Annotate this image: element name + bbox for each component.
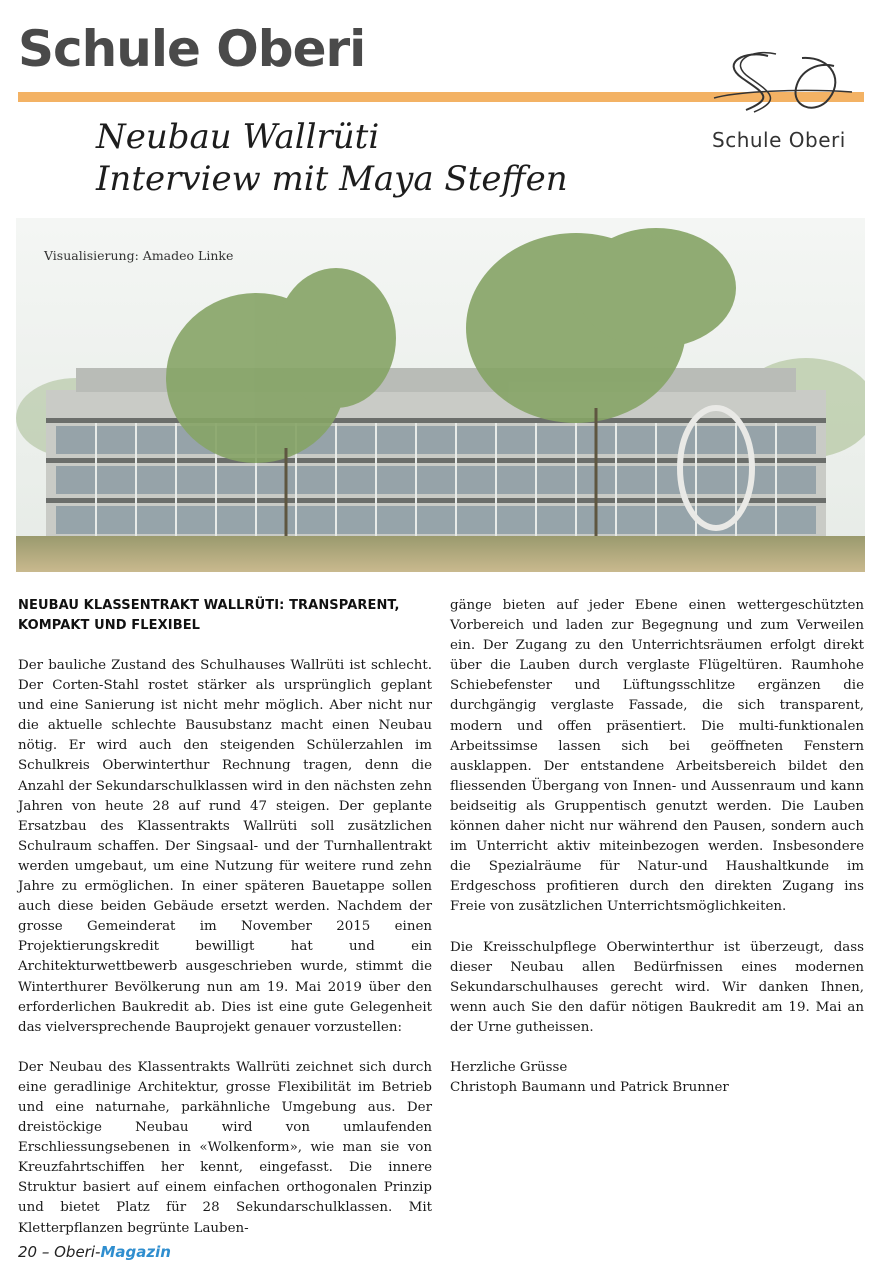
article-headline	[96, 116, 568, 200]
photo-credit: Visualisierung: Amadeo Linke	[44, 248, 234, 263]
building-visualization	[16, 218, 865, 572]
article-heading: NEUBAU KLASSENTRAKT WALLRÜTI: TRANSPARENT, KOMPAKT UND FLEXIBEL	[18, 598, 400, 633]
article-paragraph-2-start: Der Neubau des Klassentrakts Wallrüti zeichnet sich durch eine geradlinige Architektur, grosse Flexibilität im Betrieb und eine naturnahe, parkähnliche Umgebung aus. Der dreistöckige Neubau wird von umlaufenden Erschliessungsebenen in «Wolkenform», wie man sie von Kreuzfahrtschiffen her kennt, eingefasst. Die innere Struktur basiert auf einem einfachen orthogonalen Prinzip und bietet Platz für 28 Sekundarschulklassen. Mit Kletterpflanzen begrünte Lauben-	[18, 1059, 432, 1236]
headline-line-2: Interview mit Maya Steffen	[96, 159, 568, 199]
article-paragraph-3: Die Kreisschulpflege Oberwinterthur ist überzeugt, dass dieser Neubau allen Bedürfnissen eines modernen Sekundarschulhauses gerecht wird. Wir danken Ihnen, wenn auch Sie den dafür nötigen Baukredit am 19. Mai an der Urne gutheissen.	[450, 939, 864, 1035]
closing-greeting: Herzliche Grüsse	[450, 1059, 568, 1075]
page-number-label: 20 – Oberi-	[18, 1243, 101, 1261]
headline-line-1: Neubau Wallrüti	[96, 117, 380, 157]
article-paragraph-2-continued: gänge bieten auf jeder Ebene einen wettergeschützten Vorbereich und laden zur Begegnung und zum Verweilen ein. Der Zugang zu den Unterrichtsräumen erfolgt direkt über die Lauben durch verglaste Flügeltüren. Raumhohe Schiebefenster und Lüftungsschlitze ergänzen die durchgängig verglaste Fassade, die sich transparent, modern und offen präsentiert. Die multi-funktionalen Arbeitssimse lassen sich bei geöffneten Fenstern ausklappen. Der entstandene Arbeitsbereich bildet den fliessenden Übergang von Innen- und Aussenraum und kann beidseitig als Gruppentisch genutzt werden. Die Lauben können daher nicht nur während den Pausen, sondern auch im Unterricht aktiv miteinbezogen werden. Insbesondere die Spezialräume für Natur-und Haushaltkunde im Erdgeschoss profitieren durch den direkten Zugang ins Freie von zusätzlichen Unterrichtsmöglichkeiten.	[450, 598, 864, 915]
magazine-label: Magazin	[100, 1243, 171, 1261]
building-illustration	[16, 218, 865, 572]
article-column-left	[18, 596, 432, 1259]
school-logo-icon	[706, 48, 856, 128]
masthead-title: Schule Oberi	[18, 20, 366, 78]
page-footer	[18, 1243, 171, 1261]
logo-wordmark: Schule Oberi	[712, 128, 846, 152]
article-column-right	[450, 596, 864, 1098]
signature: Christoph Baumann und Patrick Brunner	[450, 1080, 729, 1096]
article-paragraph-1: Der bauliche Zustand des Schulhauses Wallrüti ist schlecht. Der Corten-Stahl rostet stärker als ursprünglich geplant und eine Sanierung ist nicht mehr möglich. Aber nicht nur die aktuelle schlechte Bausubstanz macht einen Neubau nötig. Er wird auch den steigenden Schülerzahlen im Schulkreis Oberwinterthur Rechnung tragen, denn die Anzahl der Sekundarschulklassen wird in den nächsten zehn Jahren von heute 28 auf rund 47 steigen. Der geplante Ersatzbau des Klassentrakts Wallrüti soll zusätzlichen Schulraum schaffen. Der Singsaal- und der Turnhallentrakt werden umgebaut, um eine Nutzung für weitere rund zehn Jahre zu ermöglichen. In einer späteren Bauetappe sollen auch diese beiden Gebäude ersetzt werden. Nachdem der grosse Gemeinderat im November 2015 einen Projektierungskredit bewilligt hat und ein Architekturwettbewerb ausgeschrieben wurde, stimmt die Winterthurer Bevölkerung nun am 19. Mai 2019 über den erforderlichen Baukredit ab. Dies ist eine gute Gelegenheit das vielversprechende Bauprojekt genauer vorzustellen:	[18, 658, 432, 1035]
